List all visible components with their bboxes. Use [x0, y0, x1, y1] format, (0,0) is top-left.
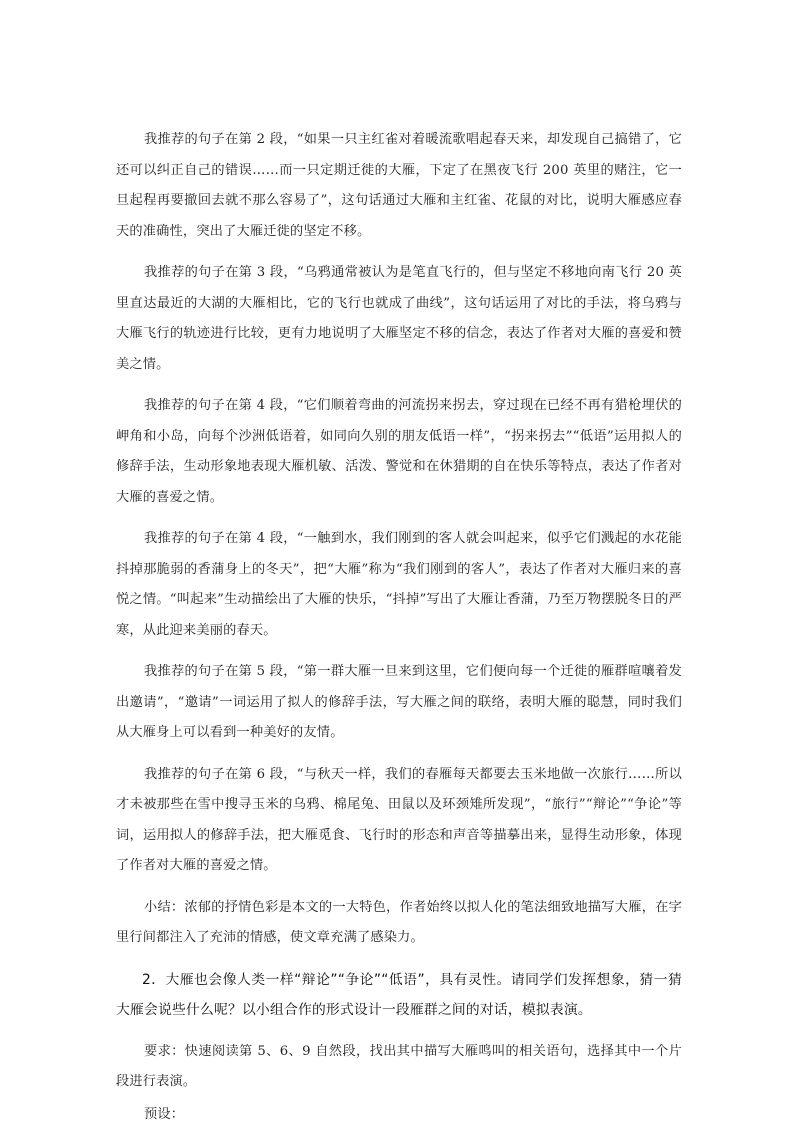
requirement-paragraph: 要求：快速阅读第 5、6、9 自然段，找出其中描写大雁鸣叫的相关语句，选择其中一个片段进行表演。	[116, 1043, 682, 1089]
question-2: 2．大雁也会像人类一样“辩论”“争论”“低语”，具有灵性。请同学们发挥想象，猜一猜大雁会说些什么呢？以小组合作的形式设计一段雁群之间的对话，模拟表演。	[116, 971, 682, 1018]
paragraph-2: 我推荐的句子在第 3 段，“乌鸦通常被认为是笔直飞行的，但与坚定不移地向南飞行 20 英里直达最近的大湖的大雁相比，它的飞行也就成了曲线”，这句话运用了对比的手法，将乌鸦与大雁飞行的轨迹进行比较，更有力地说明了大雁坚定不移的信念，表达了作者对大雁的喜爱和赞美之情。	[116, 265, 682, 372]
summary-paragraph: 小结：浓郁的抒情色彩是本文的一大特色，作者始终以拟人化的笔法细致地描写大雁，在字里行间都注入了充沛的情感，使文章充满了感染力。	[116, 899, 682, 945]
paragraph-1: 我推荐的句子在第 2 段，“如果一只主红雀对着暖流歌唱起春天来，却发现自己搞错了，它还可以纠正自己的错误……而一只定期迁徙的大雁，下定了在黑夜飞行 200 英里的赌注，它一旦起程再要撤回去就不那么容易了”，这句话通过大雁和主红雀、花鼠的对比，说明大雁感应春天的准确性，突出了大雁迁徙的坚定不移。	[116, 132, 682, 239]
document-body	[116, 125, 682, 1141]
paragraph-3: 我推荐的句子在第 4 段，“它们顺着弯曲的河流拐来拐去，穿过现在已经不再有猎枪埋伏的岬角和小岛，向每个沙洲低语着，如同向久别的朋友低语一样”，“拐来拐去”“低语”运用拟人的修辞手法，生动形象地表现大雁机敏、活泼、警觉和在休猎期的自在快乐等特点，表达了作者对大雁的喜爱之情。	[116, 398, 682, 505]
paragraph-4: 我推荐的句子在第 4 段，“一触到水，我们刚到的客人就会叫起来，似乎它们溅起的水花能抖掉那脆弱的香蒲身上的冬天”，把“大雁”称为“我们刚到的客人”，表达了作者对大雁归来的喜悦之情。“叫起来”生动描绘出了大雁的快乐，“抖掉”写出了大雁让香蒲，乃至万物摆脱冬日的严寒，从此迎来美丽的春天。	[116, 531, 682, 638]
paragraph-5: 我推荐的句子在第 5 段，“第一群大雁一旦来到这里，它们便向每一个迁徙的雁群喧嚷着发出邀请”，“邀请”一词运用了拟人的修辞手法，写大雁之间的联络，表明大雁的聪慧，同时我们从大雁身上可以看到一种美好的友情。	[116, 664, 682, 740]
preset-label: 预设：	[144, 1106, 185, 1122]
paragraph-6: 我推荐的句子在第 6 段，“与秋天一样，我们的春雁每天都要去玉米地做一次旅行……所以才未被那些在雪中搜寻玉米的乌鸦、棉尾兔、田鼠以及环颈雉所发现”，“旅行”“辩论”“争论”等词，运用拟人的修辞手法，把大雁觅食、飞行时的形态和声音等描摹出来，显得生动形象，体现了作者对大雁的喜爱之情。	[116, 766, 682, 873]
